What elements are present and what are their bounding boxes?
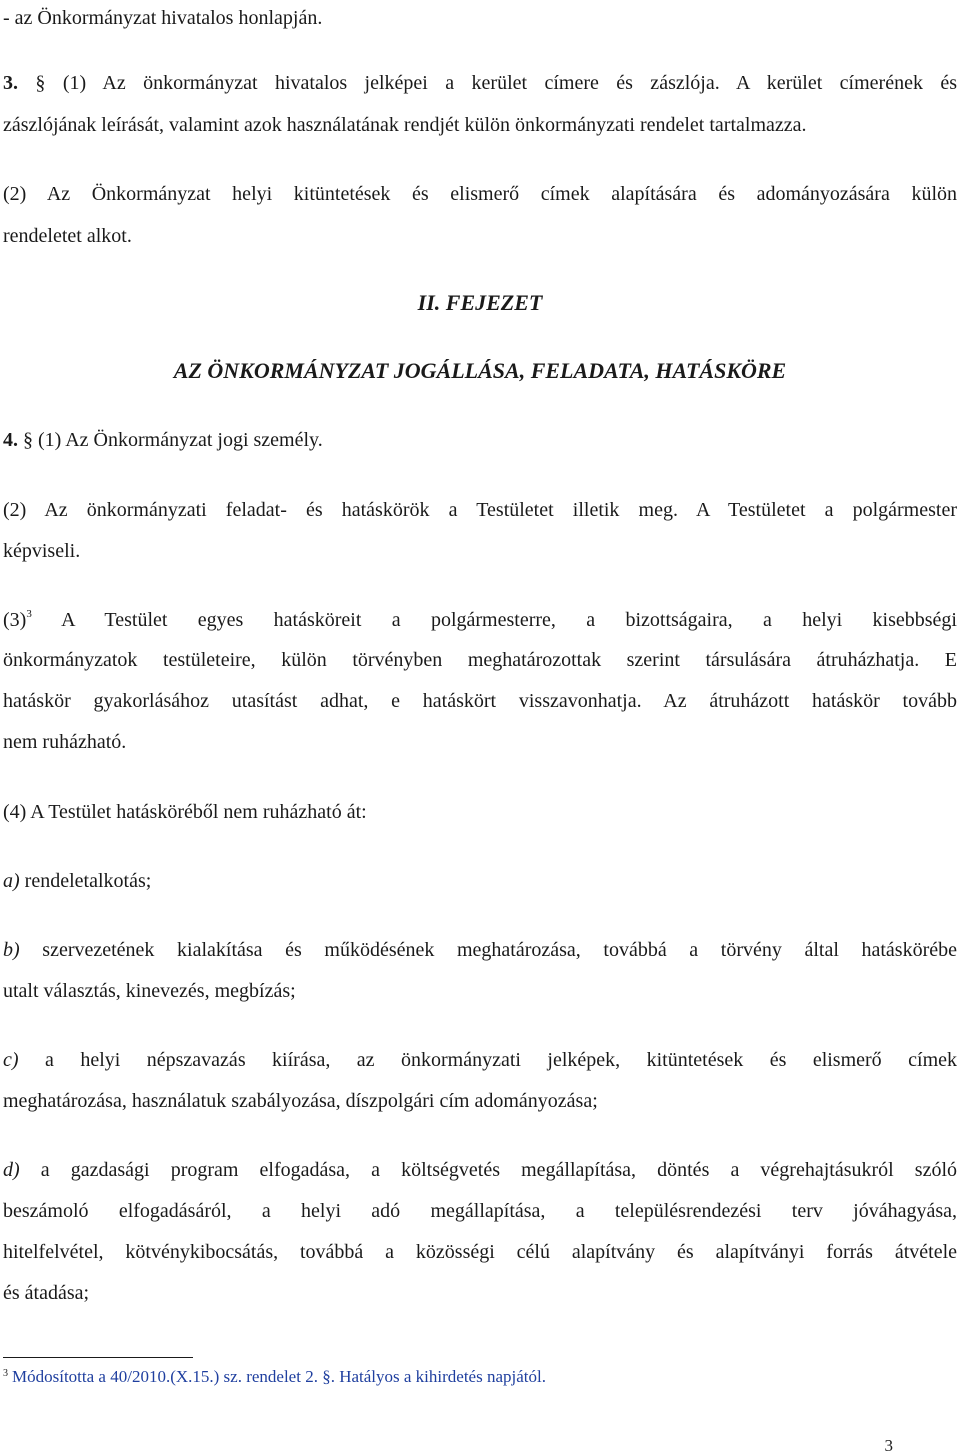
list-item-b-line-1: b) szervezetének kialakítása és működésének meghatározása, továbbá a törvény által hatáskörébe: [3, 939, 957, 961]
section-4-paragraph-3-line-3: hatáskör gyakorlásához utasítást adhat, e hatáskört visszavonhatja. Az átruházott hatáskör tovább: [3, 690, 957, 712]
chapter-number: II. FEJEZET: [417, 290, 543, 315]
list-item-d-line-4: és átadása;: [3, 1282, 90, 1304]
chapter-title: AZ ÖNKORMÁNYZAT JOGÁLLÁSA, FELADATA, HATÁSKÖRE: [173, 358, 787, 383]
footnote-text[interactable]: Módosította a 40/2010.(X.15.) sz. rendelet 2. §. Hatályos a kihirdetés napjától.: [12, 1367, 546, 1386]
section-4-paragraph-4: (4) A Testület hatásköréből nem ruházható át:: [3, 801, 367, 823]
section-4-paragraph-2-line-1: (2) Az önkormányzati feladat- és hatáskörök a Testületet illetik meg. A Testületet a polgármester: [3, 499, 957, 521]
section-4-paragraph-2-line-2: képviseli.: [3, 540, 81, 562]
list-label: b): [3, 939, 20, 961]
list-item-a: a) rendeletalkotás;: [3, 870, 152, 892]
list-item-d-line-3: hitelfelvétel, kötvénykibocsátás, továbbá a közösségi célú alapítvány és alapítványi forrás átvétele: [3, 1241, 957, 1263]
footnote: [3, 1366, 546, 1388]
page-number: 3: [884, 1436, 893, 1455]
section-number: 4.: [3, 429, 18, 451]
list-item-c-line-1: c) a helyi népszavazás kiírása, az önkormányzati jelképek, kitüntetések és elismerő címek: [3, 1049, 958, 1071]
section-4-paragraph-3-line-1: (3)$^3$ A Testület egyes hatásköreit a polgármesterre, a bizottságaira, a helyi kisebbségi: [3, 608, 957, 631]
footnote-number: 3: [3, 1368, 8, 1379]
section-sign: §: [35, 72, 46, 94]
section-4-paragraph-1: 4. § (1) Az Önkormányzat jogi személy.: [3, 429, 323, 451]
section-3-paragraph-1-line-1: 3. § (1) Az önkormányzat hivatalos jelképei a kerület címere és zászlója. A kerület címerének és: [3, 72, 958, 94]
section-sign: §: [23, 429, 33, 451]
list-label: a): [3, 870, 20, 892]
section-4-paragraph-3-line-2: önkormányzatok testületeire, külön törvényben meghatározottak szerint társulására átruházhatja. E: [3, 649, 957, 671]
list-item-c-line-2: meghatározása, használatuk szabályozása, díszpolgári cím adományozása;: [3, 1090, 598, 1112]
section-3-paragraph-1-line-2: zászlójának leírását, valamint azok használatának rendjét külön önkormányzati rendelet tartalmazza.: [3, 114, 807, 136]
section-4-paragraph-3-line-4: nem ruházható.: [3, 731, 127, 753]
section-number: 3.: [3, 72, 18, 94]
list-label: c): [3, 1049, 19, 1071]
list-item-d-line-2: beszámoló elfogadásáról, a helyi adó megállapítása, a településrendezési terv jóváhagyása,: [3, 1200, 957, 1222]
list-label: d): [3, 1159, 20, 1181]
section-3-paragraph-2-line-2: rendeletet alkot.: [3, 225, 132, 247]
list-item-honlap: - az Önkormányzat hivatalos honlapján.: [3, 7, 323, 29]
list-item-d-line-1: d) a gazdasági program elfogadása, a költségvetés megállapítása, döntés a végrehajtásukról szóló: [3, 1159, 958, 1181]
footnote-divider: [3, 1357, 193, 1358]
footnote-reference[interactable]: 3: [26, 608, 32, 620]
section-3-paragraph-2-line-1: (2) Az Önkormányzat helyi kitüntetések és elismerő címek alapítására és adományozására külön: [3, 183, 957, 205]
list-item-b-line-2: utalt választás, kinevezés, megbízás;: [3, 980, 296, 1002]
